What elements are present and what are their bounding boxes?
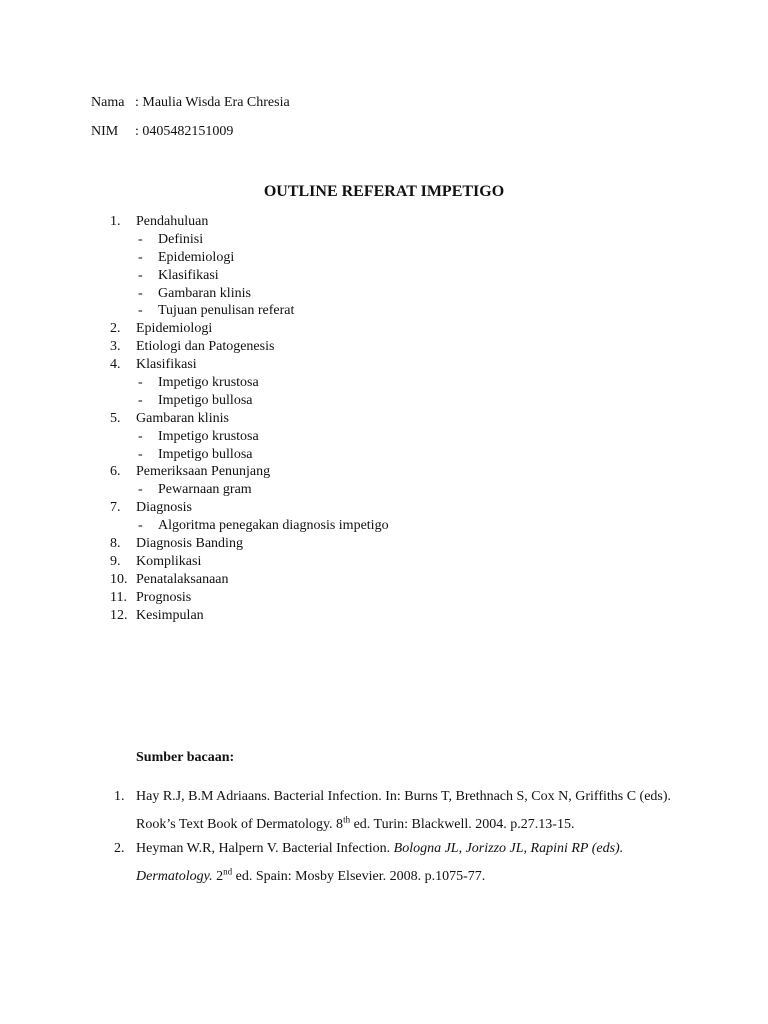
name-row <box>91 94 290 112</box>
references-title: Sumber bacaan: <box>136 750 235 765</box>
reference-item-1 <box>114 783 684 839</box>
subitem-dash: - <box>138 231 143 247</box>
subitem-dash: - <box>138 482 143 498</box>
outline-subitem-label: Klasifikasi <box>158 267 219 283</box>
outline-subitem-label: Impetigo krustosa <box>158 375 259 391</box>
subitem-dash: - <box>138 267 143 283</box>
subitem-dash: - <box>138 518 143 534</box>
subitem-dash: - <box>138 392 143 408</box>
subitem-dash: - <box>138 428 143 444</box>
outline-item-label: Kesimpulan <box>136 607 204 623</box>
outline-item-label: Komplikasi <box>136 553 202 569</box>
outline-item-label: Diagnosis <box>136 500 192 516</box>
outline-subitem-label: Impetigo bullosa <box>158 446 253 462</box>
outline-item-label: Klasifikasi <box>136 357 197 373</box>
reference-text-part: 2 <box>212 869 224 884</box>
outline-item-label: Etiologi dan Patogenesis <box>136 339 275 355</box>
name-value: : Maulia Wisda Era Chresia <box>135 95 290 110</box>
outline-subitem-label: Definisi <box>158 231 204 247</box>
reference-superscript: nd <box>223 866 233 877</box>
outline-number: 2. <box>110 321 121 337</box>
reference-text <box>136 835 684 891</box>
outline-number: 6. <box>110 464 121 480</box>
outline-number: 1. <box>110 214 121 229</box>
reference-text-part: ed. Turin: Blackwell. 2004. p.27.13-15. <box>350 817 575 832</box>
outline-number: 3. <box>110 339 121 355</box>
outline-subitem-label: Impetigo krustosa <box>158 428 259 444</box>
nim-value: : 0405482151009 <box>135 124 234 139</box>
reference-text-part: Hay R.J, B.M Adriaans. Bacterial Infection. In: Burns T, Brethnach S, Cox N, Griffiths C (eds). Rook’s Text Book of Dermatology. 8 <box>136 789 672 832</box>
outline-item-label: Pendahuluan <box>136 214 209 229</box>
outline-number: 8. <box>110 536 121 552</box>
outline-subitem-label: Gambaran klinis <box>158 285 251 301</box>
outline-subitem-label: Impetigo bullosa <box>158 392 253 408</box>
reference-number: 2. <box>114 841 125 856</box>
outline-item-label: Prognosis <box>136 589 192 605</box>
document-title: OUTLINE REFERAT IMPETIGO <box>263 183 505 200</box>
reference-item-2 <box>114 835 684 891</box>
outline-number: 11. <box>110 589 127 605</box>
subitem-dash: - <box>138 249 143 265</box>
outline-item-label: Pemeriksaan Penunjang <box>136 464 271 480</box>
outline-subitem-label: Tujuan penulisan referat <box>158 303 295 319</box>
reference-number: 1. <box>114 789 125 804</box>
outline-number: 10. <box>110 571 128 587</box>
outline-subitem-label: Algoritma penegakan diagnosis impetigo <box>158 518 389 534</box>
reference-text <box>136 783 684 839</box>
outline-number: 9. <box>110 553 121 569</box>
subitem-dash: - <box>138 285 143 301</box>
outline-number: 12. <box>110 607 128 623</box>
outline-subitem-label: Epidemiologi <box>158 249 235 265</box>
nim-row <box>91 123 233 141</box>
reference-text-part: ed. Spain: Mosby Elsevier. 2008. p.1075-77. <box>232 869 486 884</box>
outline-item-label: Epidemiologi <box>136 321 213 337</box>
outline-number: 7. <box>110 500 121 516</box>
outline-number: 4. <box>110 357 121 373</box>
outline-number: 5. <box>110 410 121 426</box>
reference-text-part: Heyman W.R, Halpern V. Bacterial Infection. <box>136 841 394 856</box>
subitem-dash: - <box>138 446 143 462</box>
name-label: Nama <box>91 95 125 110</box>
subitem-dash: - <box>138 303 143 319</box>
nim-label: NIM <box>91 124 119 139</box>
subitem-dash: - <box>138 375 143 391</box>
reference-superscript: th <box>343 814 351 825</box>
reference-italic-text: Bologna JL, Jorizzo JL, Rapini RP (eds). Dermatology. <box>136 841 624 884</box>
outline-subitem-label: Pewarnaan gram <box>158 482 252 498</box>
outline-item-label: Penatalaksanaan <box>136 571 229 587</box>
outline-item-label: Diagnosis Banding <box>136 536 243 552</box>
outline-item-label: Gambaran klinis <box>136 410 229 426</box>
